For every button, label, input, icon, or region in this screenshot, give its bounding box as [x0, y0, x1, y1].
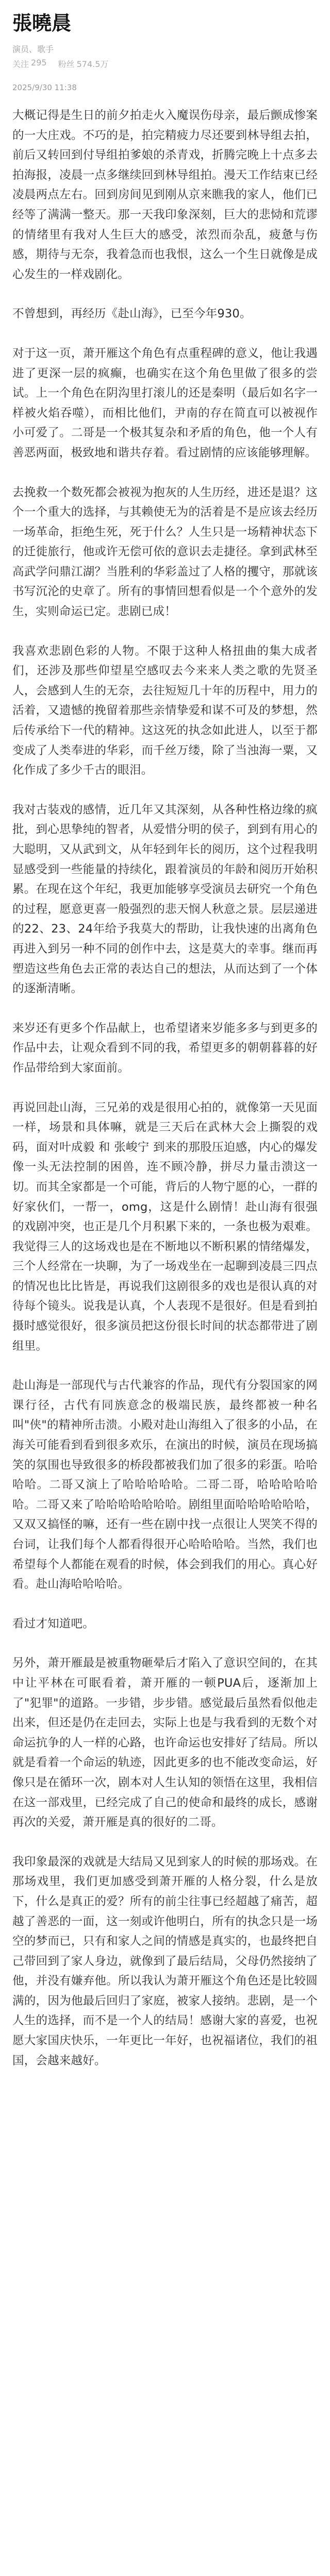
article-paragraph: 另外，萧开雁最是被重物砸晕后才陷入了意识空间的，在其中让平林在可眠看着，萧开雁的一顿PUA后，逐渐加上了"犯罪"的道路。一步错，步步错。感觉最后虽然看似他走出来，但还是仍在走回去，实际上也是与我看到的无数个对命运抗争的人一样的心路，也许命运也安排好了结局。所以就是看着一个命运的轨迹，因此更多的也不能改变命运，好像只是在循环一次，剧本对人生认知的领悟在这里，我相信在这一部戏里，已经完成了自己的使命和最终的成长，感谢再次的关爱，萧开雁是真的很好的二哥。 [12, 1656, 318, 1829]
author-header [0, 0, 330, 92]
article-paragraph: 看过才知道吧。 [12, 1617, 94, 1631]
followers-count: 574.5万 [76, 59, 109, 69]
article-paragraph: 赴山海是一部现代与古代兼容的作品，现代有分裂国家的网课行径，古代有同族意念的极端民族，最终都被一种名叫"侠"的精神所击溃。小殿对赴山海组入了很多的小品，在海关可能看到看到很多欢乐，在演出的时候，演员在现场搞笑的氛围也导致很多的桥段都被我们加了很多的彩蛋。哈哈哈哈。二哥又演上了哈哈哈哈哈。二哥二哥，哈哈哈哈哈哈。二哥又来了哈哈哈哈哈哈哈。剧组里面哈哈哈哈哈哈，又双又搞怪的嘛，还有一些在剧中找一点很让人哭笑不得的台词，让我们每个人都看得很开心哈哈哈哈。当然，我们也希望每个人都能在观看的时候，体会到我们的用心。真心好看。赴山海哈哈哈哈。 [12, 1379, 318, 1591]
following-count: 295 [31, 58, 47, 67]
article-paragraph: 再说回赴山海，三兄弟的戏是很用心拍的，就像第一天见面一样，场景和具体嘛，就是三天后在武林大会上撕裂的戏码，面对叶成毅 和 张峻宁 到来的那股压迫感，内心的爆发像一头无法控制的困兽，连不顾冷静，拼尽力量击溃这一切。而其全家都是一个可能，背后的人物宁愿的心，一群的好家伙们，一帮一，omg，这是什么剧情！赴山海有很强的戏剧冲突，也正是几个月积累下来的，一条也极为艰难。我觉得三人的这场戏也是在不断地以不断积累的情绪爆发，三个人经常在一块聊，为了一场戏坐在一起聊到凌晨三四点的情况也比比皆是，再说我们这剧很多的戏也是很认真的对待每个镜头。说我是认真，个人表现不是很好。但是看到拍摄时感觉很好，很多演员把这份很长时间的状态都带进了剧组里。 [12, 1100, 318, 1353]
author-name[interactable]: 張曉晨 [12, 12, 72, 35]
author-stats [12, 58, 318, 70]
post-timestamp: 2025/9/30 11:38 [12, 83, 77, 92]
following-stat[interactable] [12, 58, 47, 70]
followers-label: 粉丝 [58, 59, 75, 69]
article-body [0, 106, 330, 2071]
article-paragraph: 对于这一页，萧开雁这个角色有点重程碑的意义，他让我遇进了更深一层的疯癫，也确实在这个角色里做了很多的尝试。上一个角色在阴沟里打滚儿的还是秦明（最后如名字一样被火焰吞噬），而相比他们，尹南的存在简直可以被视作小可爱了。二哥是一个极其复杂和矛盾的角色，他一个人有善恶两面，极致地和谐共存着。看过剧情的应该能够理解。 [12, 346, 318, 460]
author-role: 演员、歌手 [12, 44, 54, 54]
article-paragraph: 我印象最深的戏就是大结局又见到家人的时候的那场戏。在那场戏里，我们更加感受到萧开雁的人格分裂，什么是放下，什么是真正的爱？所有的前尘往事已经超越了痛苦，超越了善恶的一面，这一刻或许他明白，所有的执念只是一场空的梦而已，只有和家人之间的情感是真实的，也最终把自己带回到了家人身边，就像到了最后结局，父母仍然接纳了他，并没有嫌弃他。所以我认为萧开雁这个角色还是比较圆满的，因为他最后回归了家庭，被家人接纳。悲剧，是一个人生的选择，而不是一个人的结局！感谢大家的喜爱，也祝愿大家国庆快乐，一年更比一年好，也祝福诸位，我们的祖国，会越来越好。 [12, 1855, 318, 2067]
article-paragraph: 我喜欢悲剧色彩的人物。不限于这种人格扭曲的集大成者们，还涉及那些仰望星空感叹去今来来人类之歌的先贤圣人，会感到人生的无奈，去往短短几十年的历程中，用力的活着，又遗憾的挽留着那些亲情挚爱和谋不可及的梦想，然后传承给下一代的精神。这这死的执念如此进人，以至于都变成了人类奉进的华彩，而千丝万缕，除了当浊海一粟，又化作成了多少千古的眼泪。 [12, 644, 318, 777]
following-label: 关注 [12, 59, 29, 69]
article-paragraph: 我对古装戏的感情，近几年又其深刻，从各种性格边缘的疯批，到心思挚纯的智者，从爱惜分明的侯子，到到有用心的大聪明，又从武到文，从年轻到年长的阅历，这个过程我明显感受到一些能量的持续化，跟着演员的年龄和阅历开始积累。在现在这个年纪，我更加能够享受演员去研究一个角色的过程，愿意更喜一般强烈的悲天悯人秋意之景。层层递进的22、23、24年给予我莫大的帮助，让我快速的出离角色再进入到另一种不同的创作中去，这是莫大的幸事。继而再塑造这些角色去正常的表达自己的想法，从而达到了一个体的逐渐清晰。 [12, 803, 318, 996]
article-paragraph: 大概记得是生日的前夕拍走火入魔误伤母亲，最后颤成惨案的一大庄戏。不巧的是，拍完精疲力尽还要到林导组去拍，前后又转回到付导组拍爹娘的杀青戏，折腾完晚上十点多去拍海报，凌晨一点多继续回到林导组拍。漫天工作结束已经凌晨两点左右。回到房间见到刚从京来瞧我的家人，他们已经等了满满一整天。那一天我印象深刻，巨大的悲恸和荒谬的情绪里有我对人生巨大的感受，浓烈而杂乱，疲惫与伤感，期待与无奈，我着急而也我恨，这么一个生日就像是成心发生的一样戏剧化。 [12, 109, 318, 281]
article-paragraph: 不曾想到，再经历《赴山海》，已至今年930。 [12, 307, 252, 321]
followers-stat[interactable] [58, 58, 109, 70]
article-paragraph: 去挽救一个数死都会被视为抱灰的人生历经，进还是退？这个一个重大的选择，与其赖使无为的活着是不是应该去经历一场革命，拒绝生死，死于什么？人生只是一场精神状态下的迁徙旅行，他或许无偿可依的意识去走捷径。拿到武林至高武学问鼎江湖？当胜利的华彩盖过了人格的攫守，那就该书写沉沦的史章了。所有的事情回想看似是一个个意外的发生，实则命运已定。悲剧已成！ [12, 485, 318, 619]
article-paragraph: 来岁还有更多个作品献上，也希望诸来岁能多多与到更多的作品中去，让观众看到不同的我，希望更多的朝朝暮暮的好作品带给到大家面前。 [12, 1021, 318, 1075]
